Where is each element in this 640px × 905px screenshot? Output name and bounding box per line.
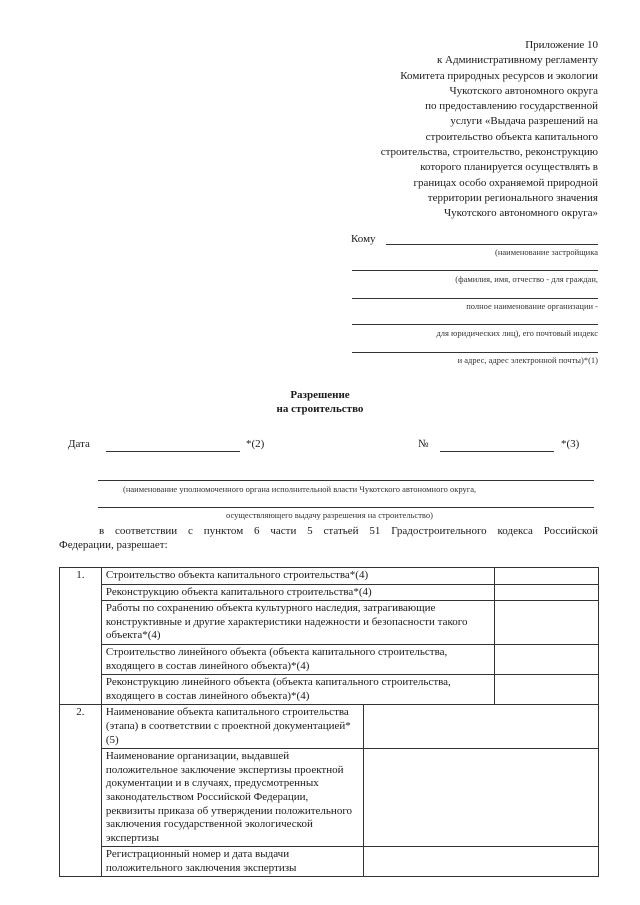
table-cell-value[interactable] xyxy=(495,584,599,601)
table-cell-value[interactable] xyxy=(364,705,599,749)
table-cell-value[interactable] xyxy=(364,749,599,847)
table-cell-value[interactable] xyxy=(495,644,599,674)
table-row xyxy=(60,847,599,877)
date-label: Дата xyxy=(68,438,90,450)
appendix-line: границах особо охраняемой природной xyxy=(413,176,598,189)
row-number: 2. xyxy=(60,705,102,877)
document-subtitle: на строительство xyxy=(276,403,364,415)
authority-field-line[interactable] xyxy=(98,480,594,481)
appendix-line: Приложение 10 xyxy=(525,39,598,51)
authority-hint: осуществляющего выдачу разрешения на строительство) xyxy=(226,510,433,520)
table-cell-label: Реконструкцию линейного объекта (объекта капитального строительства, входящего в состав линейного объекта)*(4) xyxy=(101,675,495,705)
authority-field-line[interactable] xyxy=(98,507,594,508)
appendix-line: которого планируется осуществлять в xyxy=(420,161,598,174)
table-cell-label: Строительство линейного объекта (объекта капитального строительства, входящего в состав линейного объекта)*(4) xyxy=(101,644,495,674)
addressee-field-line[interactable] xyxy=(352,270,598,271)
table-cell-label: Наименование организации, выдавшей положительное заключение экспертизы проектной документации и в случаях, предусмотренных законодательством Российской Федерации, реквизиты приказа об утверждении положительного заключения государственной экологической экспертизы xyxy=(101,749,363,847)
appendix-line: территории регионального значения xyxy=(427,191,598,204)
paragraph-line: Федерации, разрешает: xyxy=(59,539,168,551)
addressee-field-line[interactable] xyxy=(386,244,598,245)
appendix-line: услуги «Выдача разрешений на xyxy=(450,115,598,128)
table-cell-value[interactable] xyxy=(495,568,599,585)
number-field-line[interactable] xyxy=(440,451,554,452)
addressee-field-line[interactable] xyxy=(352,352,598,353)
appendix-header xyxy=(300,38,598,222)
table-row xyxy=(60,601,599,645)
addressee-field-line[interactable] xyxy=(352,298,598,299)
date-footnote: *(2) xyxy=(246,438,265,450)
addressee-hint: и адрес, адрес электронной почты)*(1) xyxy=(457,355,598,365)
permission-paragraph xyxy=(59,524,598,552)
document-title: Разрешение xyxy=(290,389,350,401)
number-footnote: *(3) xyxy=(561,438,580,450)
date-field-line[interactable] xyxy=(106,451,240,452)
table-row xyxy=(60,568,599,585)
table-cell-value[interactable] xyxy=(495,675,599,705)
table-row xyxy=(60,644,599,674)
appendix-line: строительство объекта капитального xyxy=(425,130,598,143)
addressee-hint: (фамилия, имя, отчество - для граждан, xyxy=(455,274,598,284)
table-row xyxy=(60,584,599,601)
table-cell-value[interactable] xyxy=(495,601,599,645)
table-cell-label: Работы по сохранению объекта культурного наследия, затрагивающие конструктивные и другие характеристики надежности и безопасности такого объекта*(4) xyxy=(101,601,495,645)
paragraph-line: в соответствии с пунктом 6 части 5 статьей 51 Градостроительного кодекса Российской xyxy=(99,525,598,537)
table-cell-label: Регистрационный номер и дата выдачи положительного заключения экспертизы xyxy=(101,847,363,877)
addressee-field-line[interactable] xyxy=(352,324,598,325)
table-row xyxy=(60,705,599,749)
appendix-line: Чукотского автономного округа» xyxy=(444,207,598,220)
permit-table xyxy=(59,567,599,877)
appendix-line: Комитета природных ресурсов и экологии xyxy=(400,69,598,82)
addressee-label: Кому xyxy=(351,233,376,245)
addressee-hint: полное наименование организации - xyxy=(466,301,598,311)
appendix-line: строительства, строительство, реконструкцию xyxy=(380,146,598,159)
appendix-line: к Административному регламенту xyxy=(436,54,598,67)
row-number: 1. xyxy=(60,568,102,705)
authority-hint: (наименование уполномоченного органа исполнительной власти Чукотского автономного округа, xyxy=(123,484,477,494)
table-cell-label: Наименование объекта капитального строительства (этапа) в соответствии с проектной документацией*(5) xyxy=(101,705,363,749)
table-cell-value[interactable] xyxy=(364,847,599,877)
appendix-line: Чукотского автономного округа xyxy=(449,84,598,97)
number-label: № xyxy=(418,438,429,450)
addressee-hint: для юридических лиц), его почтовый индекс xyxy=(436,328,598,338)
table-row xyxy=(60,675,599,705)
table-cell-label: Реконструкцию объекта капитального строительства*(4) xyxy=(101,584,495,601)
table-cell-label: Строительство объекта капитального строительства*(4) xyxy=(101,568,495,585)
appendix-line: по предоставлению государственной xyxy=(425,100,598,113)
addressee-hint: (наименование застройщика xyxy=(495,247,598,257)
table-row xyxy=(60,749,599,847)
